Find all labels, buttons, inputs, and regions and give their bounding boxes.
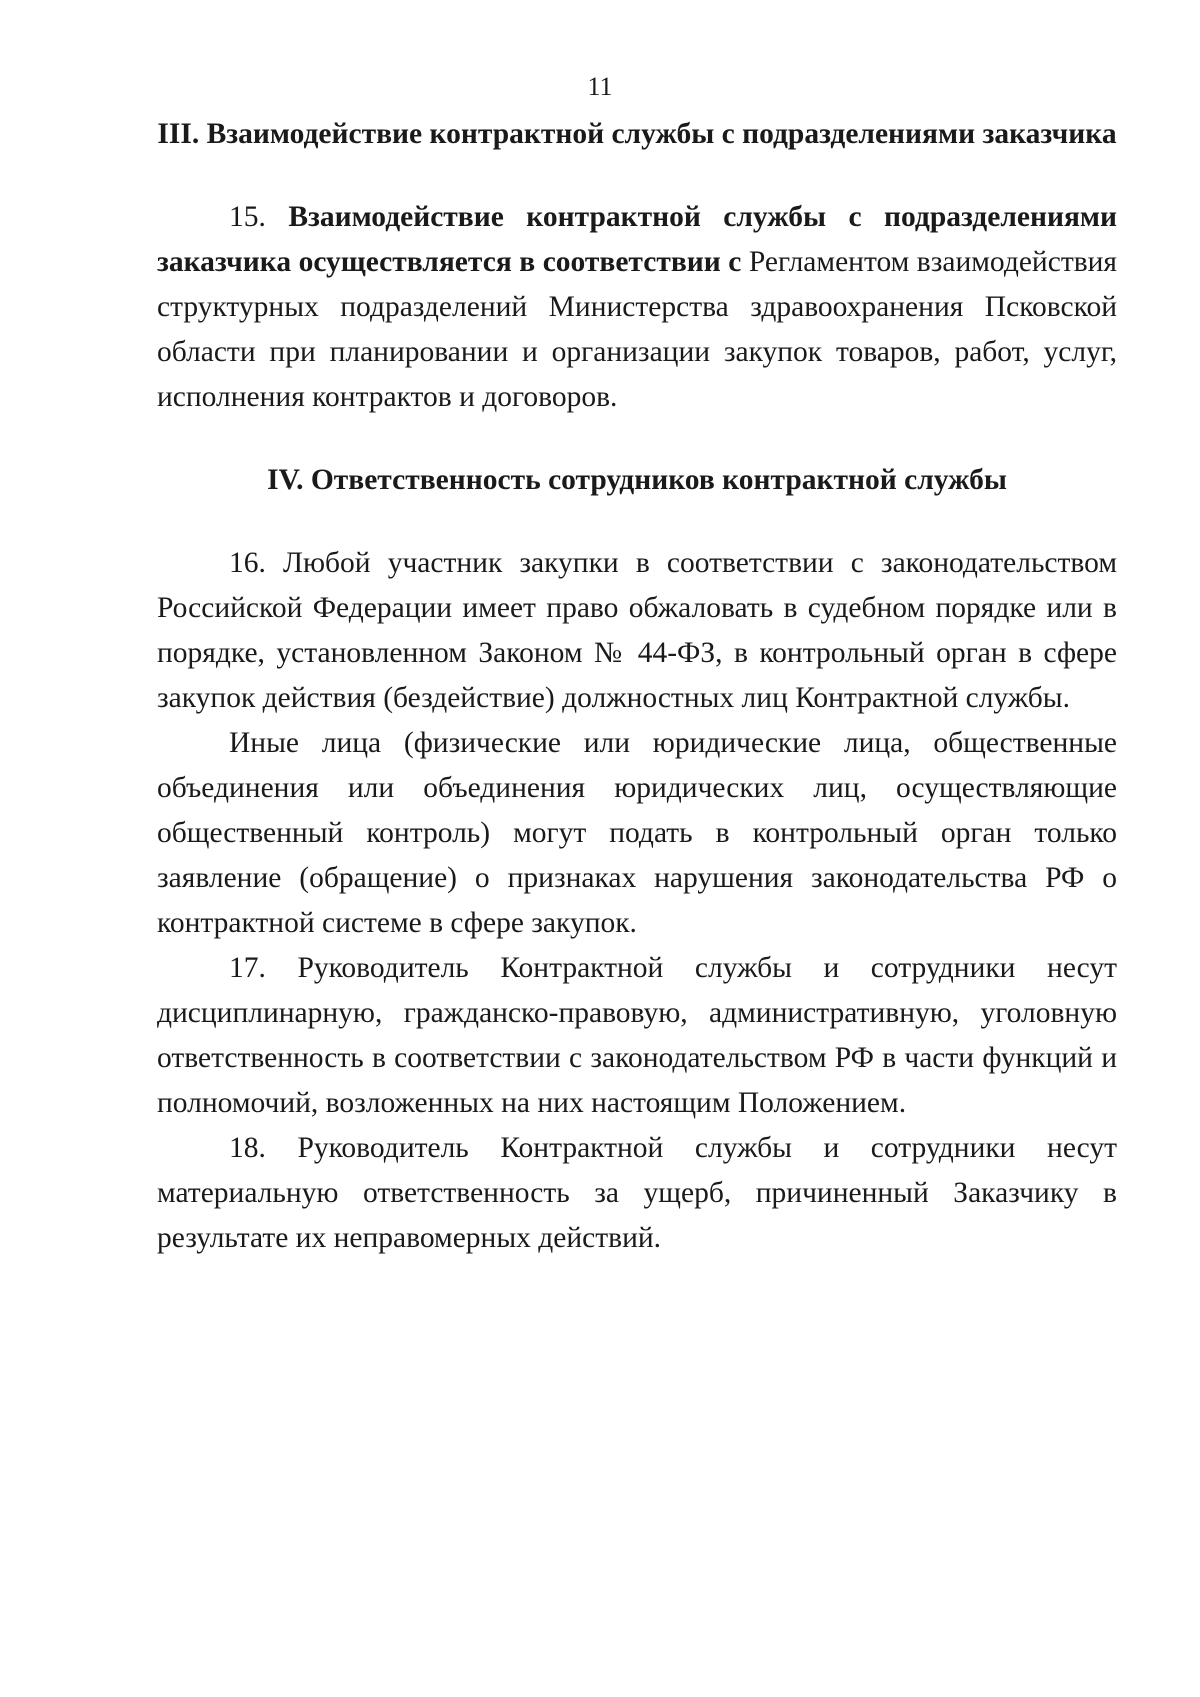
section-4-heading: IV. Ответственность сотрудников контрактной службы — [267, 464, 1007, 496]
paragraph-15 — [157, 195, 1117, 420]
spacer — [157, 420, 1117, 458]
spacer — [157, 503, 1117, 541]
paragraph-18: 18. Руководитель Контрактной службы и сотрудники несут материальную ответственность за ущерб, причиненный Заказчику в результате их неправомерных действий. — [157, 1132, 1117, 1254]
spacer — [157, 157, 1117, 195]
paragraph-16-continuation: Иные лица (физические или юридические лица, общественные объединения или объединения юридических лиц, осуществляющие общественный контроль) могут подать в контрольный орган только заявление (обращение) о признаках нарушения законодательства РФ о контрактной системе в сфере закупок. — [157, 727, 1117, 939]
paragraph-15-text: Регламентом взаимодействия структурных подразделений Министерства здравоохранения Псковской области при планировании и организации закупок товаров, работ, услуг, исполнения контрактов и договоров. — [157, 246, 1117, 413]
paragraph-16: 16. Любой участник закупки в соответствии с законодательством Российской Федерации имеет право обжаловать в судебном порядке или в порядке, установленном Законом № 44-ФЗ, в контрольный орган в сфере закупок действия (бездействие) должностных лиц Контрактной службы. — [157, 547, 1117, 714]
document-body — [157, 112, 1117, 1261]
page-number: 11 — [587, 72, 613, 101]
paragraph-15-number: 15. — [229, 201, 266, 233]
paragraph-17: 17. Руководитель Контрактной службы и сотрудники несут дисциплинарную, гражданско-правовую, административную, уголовную ответственность в соответствии с законодательством РФ в части функций и полномочий, возложенных на них настоящим Положением. — [157, 952, 1117, 1119]
section-3-heading: III. Взаимодействие контрактной службы с подразделениями заказчика — [157, 118, 1117, 150]
paragraph-15-bold-text: Взаимодействие контрактной службы с подразделениями заказчика осуществляется в соответствии с — [157, 201, 1118, 278]
